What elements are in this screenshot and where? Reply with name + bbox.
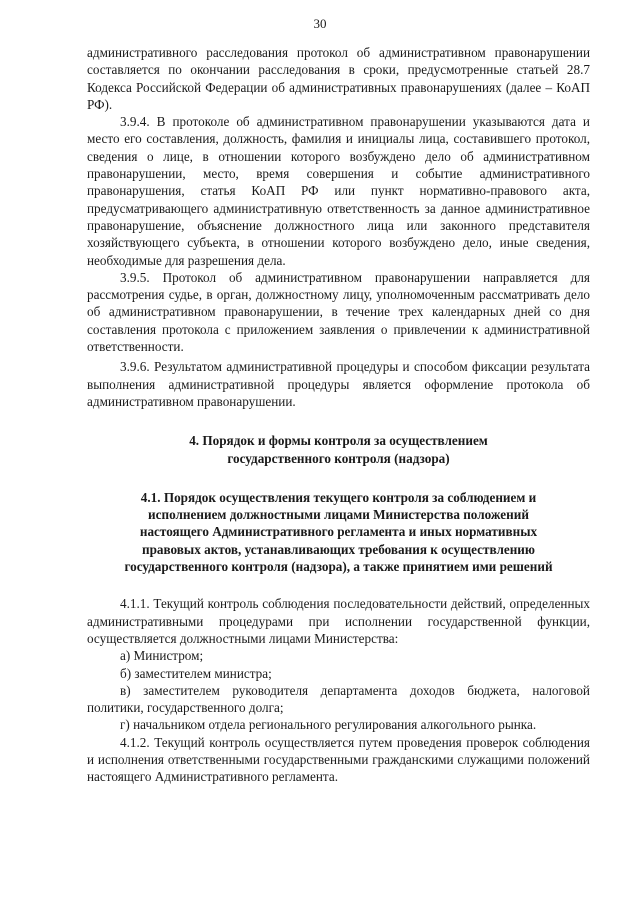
list-item-v: в) заместителем руководителя департамента доходов бюджета, налоговой политики, государственного долга; [87,682,590,716]
paragraph-3-9-4: 3.9.4. В протоколе об административном правонарушении указываются дата и место его составления, должность, фамилия и инициалы лица, составившего протокол, сведения о лице, в отношении которого возбуждено дело об административном правонарушении, место, время совершения и событие административного правонарушения, статья КоАП РФ или пункт нормативно-правового акта, предусматривающего административную ответственность за данное административное правонарушение, объяснение должностного лица или законного представителя хозяйствующего субъекта, в отношении которого возбуждено дело, иные сведения, необходимые для разрешения дела. [87,114,590,268]
list-item-a: а) Министром; [120,648,204,664]
paragraph-4-1-2: 4.1.2. Текущий контроль осуществляется путем проведения проверок соблюдения и исполнения ответственными государственными гражданскими служащими положений настоящего Административного регламента. [87,734,590,785]
paragraph-continuation: административного расследования протокол об административном правонарушении составляется по окончании расследования в сроки, предусмотренные статьей 28.7 Кодекса Российской Федерации об административных правонарушениях (далее – КоАП РФ). [87,45,590,112]
paragraph-4-1-1: 4.1.1. Текущий контроль соблюдения последовательности действий, определенных административными процедурами при исполнении государственной функции, осуществляется должностными лицами Министерства: [87,596,590,646]
document-body [87,44,590,786]
paragraph-3-9-5: 3.9.5. Протокол об административном правонарушении направляется для рассмотрения судье, в орган, должностному лицу, уполномоченным рассматривать дело об административном правонарушении, в течение трех календарных дней со дня составления протокола с приложением заявления о привлечении к административной ответственности. [87,269,590,355]
list-item-g: г) начальником отдела регионального регулирования алкогольного рынка. [120,717,537,733]
section-4-1-heading: 4.1. Порядок осуществления текущего контроля за соблюдением и исполнением должностными лицами Министерства положений настоящего Административного регламента и иных нормативных правовых актов, устанавливающих требования к осуществлению государственного контроля (надзора), а также принятием ими решений [124,489,553,575]
list-item-b: б) заместителем министра; [120,665,272,681]
page-number: 30 [313,16,327,31]
section-4-heading: 4. Порядок и формы контроля за осуществлением государственного контроля (надзора) [189,433,488,466]
paragraph-3-9-6: 3.9.6. Результатом административной процедуры и способом фиксации результата выполнения административной процедуры является оформление протокола об административном правонарушении. [87,359,590,409]
